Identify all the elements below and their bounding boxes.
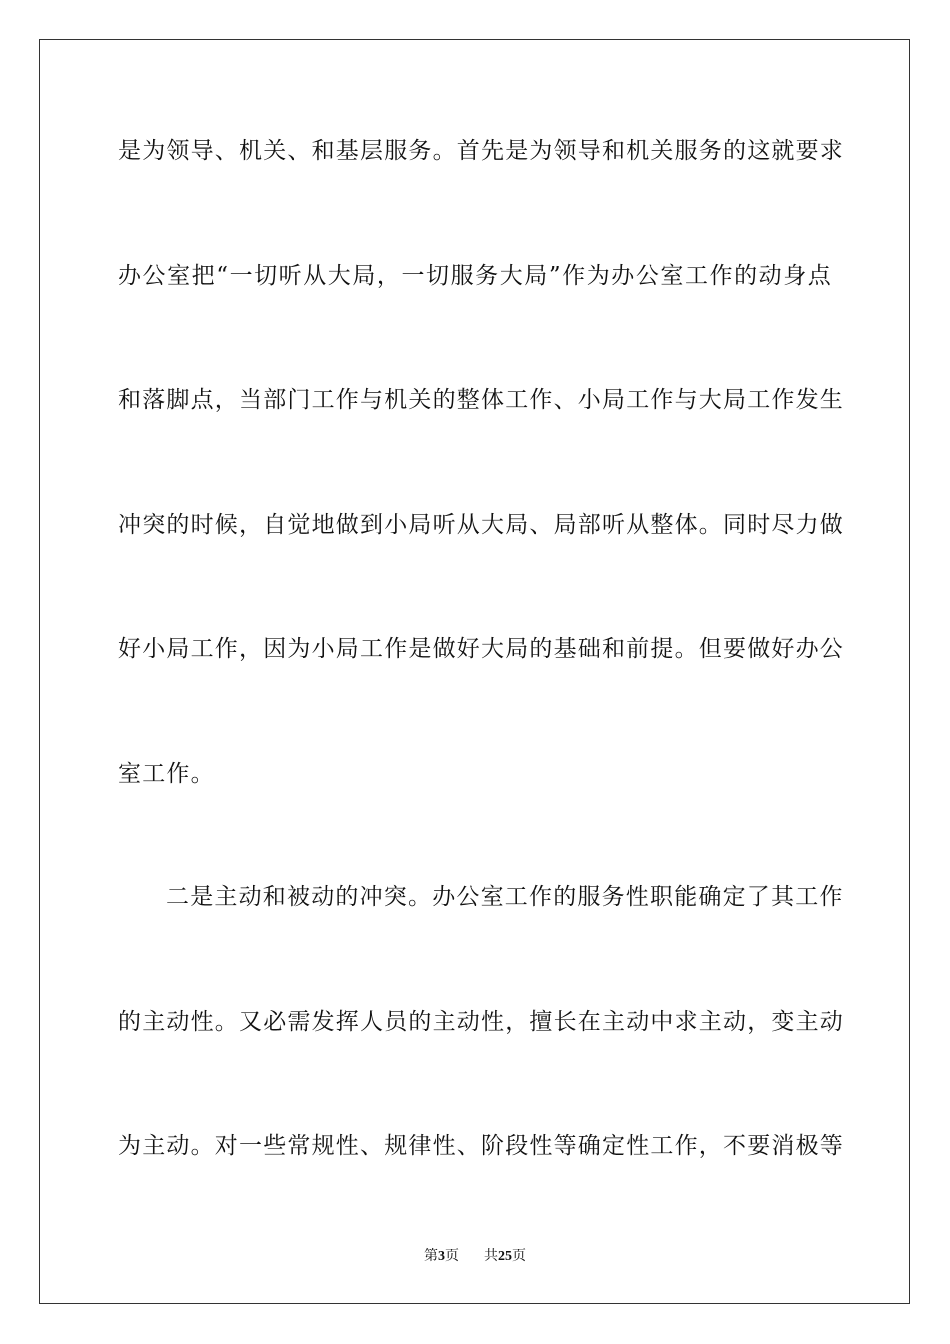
- total-pages: 25: [497, 1249, 512, 1264]
- paragraph-line-4: 冲突的时候，自觉地做到小局听从大局、局部听从整体。同时尽力做: [118, 512, 844, 538]
- total-prefix: 共: [483, 1248, 498, 1264]
- paragraph-line-7: 二是主动和被动的冲突。办公室工作的服务性职能确定了其工作: [166, 884, 844, 910]
- page-prefix: 第: [424, 1248, 439, 1264]
- page-number: 3: [438, 1249, 446, 1264]
- total-pages-label: [484, 1246, 526, 1267]
- total-suffix: 页: [511, 1248, 526, 1264]
- page-border: [39, 39, 910, 1304]
- paragraph-line-1: 是为领导、机关、和基层服务。首先是为领导和机关服务的这就要求: [118, 138, 844, 164]
- paragraph-line-6: 室工作。: [118, 761, 215, 787]
- page-number-label: [424, 1246, 459, 1267]
- paragraph-line-2: 办公室把“一切听从大局，一切服务大局”作为办公室工作的动身点: [118, 263, 832, 289]
- paragraph-line-5: 好小局工作，因为小局工作是做好大局的基础和前提。但要做好办公: [118, 636, 844, 662]
- paragraph-line-9: 为主动。对一些常规性、规律性、阶段性等确定性工作，不要消极等: [118, 1133, 844, 1159]
- paragraph-line-8: 的主动性。又必需发挥人员的主动性，擅长在主动中求主动，变主动: [118, 1009, 844, 1035]
- page-footer: [0, 1246, 950, 1267]
- paragraph-line-3: 和落脚点，当部门工作与机关的整体工作、小局工作与大局工作发生: [118, 387, 844, 413]
- page-suffix: 页: [445, 1248, 460, 1264]
